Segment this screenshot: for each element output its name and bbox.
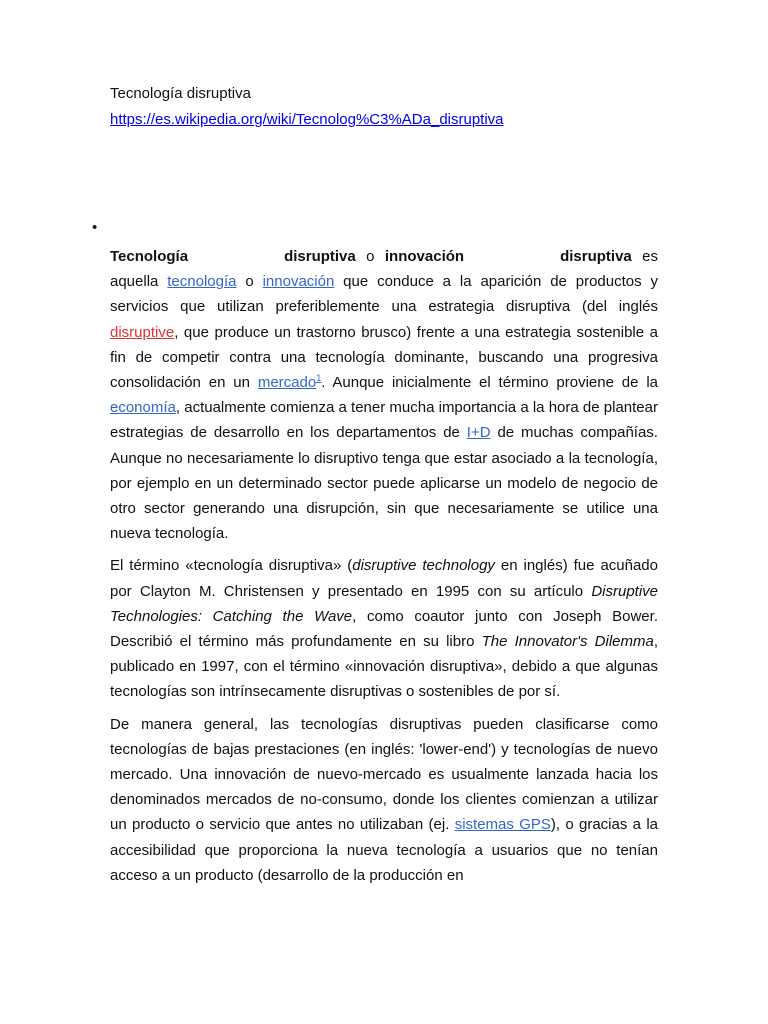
- bold-term: innovación: [384, 248, 465, 265]
- source-url-link[interactable]: https://es.wikipedia.org/wiki/Tecnolog%C3%ADa_disruptiva: [110, 111, 504, 128]
- link-sistemas-gps[interactable]: sistemas GPS: [454, 816, 551, 834]
- text-run: El término «tecnología disruptiva» (: [110, 557, 353, 575]
- list-bullet: •: [92, 219, 98, 236]
- text-run: ), o gracias a la accesibilidad que proporciona la nueva tecnología a usuarios que no tenían acceso a un producto (desarrollo de la producción en: [110, 816, 659, 884]
- link-i-d[interactable]: I+D: [466, 424, 491, 442]
- italic-term: disruptive technology: [352, 557, 495, 575]
- paragraph-origin: [110, 553, 658, 704]
- text-run: es aquella: [110, 248, 658, 291]
- link-tecnologia[interactable]: tecnología: [167, 273, 237, 291]
- text-run: , publicado en 1997, con el término «innovación disruptiva», debido a que algunas tecnologías son intrínsecamente disruptivas o sostenibles de por sí.: [110, 633, 659, 701]
- link-mercado[interactable]: mercado: [257, 374, 317, 392]
- text-run: , que produce un trastorno brusco) frente a una estrategia sostenible a fin de competir contra una tecnología dominante, buscando una progresiva consolidación en un: [110, 323, 658, 392]
- text-run: . Aunque inicialmente el término proviene de la: [321, 374, 659, 392]
- italic-term: Disruptive Technologies: Catching the Wave: [110, 582, 658, 625]
- bold-term: disruptiva: [560, 248, 632, 265]
- italic-term: The Innovator's Dilemma: [481, 633, 654, 651]
- text-run: o: [236, 273, 263, 291]
- text-run: o: [355, 248, 385, 265]
- article-body: [110, 244, 658, 895]
- text-run: de muchas compañías. Aunque no necesariamente lo disruptivo tenga que estar asociado a la tecnología, por ejemplo en un determinado sector puede aplicarse un modelo de negocio de otro sector generando una disrupción, sin que necesariamente se utilice una nueva tecnología.: [110, 424, 658, 543]
- text-run: que conduce a la aparición de productos y servicios que utilizan preferiblemente una estrategia disruptiva (del inglés: [110, 273, 658, 316]
- text-run: , actualmente comienza a tener mucha importancia a la hora de plantear estrategias de desarrollo en los departamentos de: [110, 399, 658, 442]
- text-run: De manera general, las tecnologías disruptivas pueden clasificarse como tecnologías de bajas prestaciones (en inglés: 'lower-end') y tecnologías de nuevo mercado. Una innovación de nuevo-mercado es usualmente lanzada hacia los denominados mercados de no-consumo, donde los clientes comienzan a utilizar un producto o servicio que antes no utilizaban (ej.: [110, 715, 658, 834]
- text-run: , como coautor junto con Joseph Bower. Describió el término más profundamente en su libro: [110, 607, 658, 651]
- document-page: [92, 84, 659, 884]
- link-economia[interactable]: economía: [110, 399, 176, 417]
- document-title: Tecnología disruptiva: [110, 85, 251, 102]
- text-run: en inglés) fue acuñado por Clayton M. Christensen y presentado en 1995 con su artículo: [110, 557, 658, 600]
- link-innovacion[interactable]: innovación: [262, 273, 335, 291]
- link-disruptive[interactable]: disruptive: [110, 323, 175, 341]
- bold-term: Tecnología: [110, 248, 189, 265]
- bold-term: disruptiva: [284, 248, 356, 265]
- paragraph-classification: [110, 712, 658, 888]
- reference-1-link[interactable]: 1: [316, 373, 322, 384]
- paragraph-intro: [110, 244, 658, 546]
